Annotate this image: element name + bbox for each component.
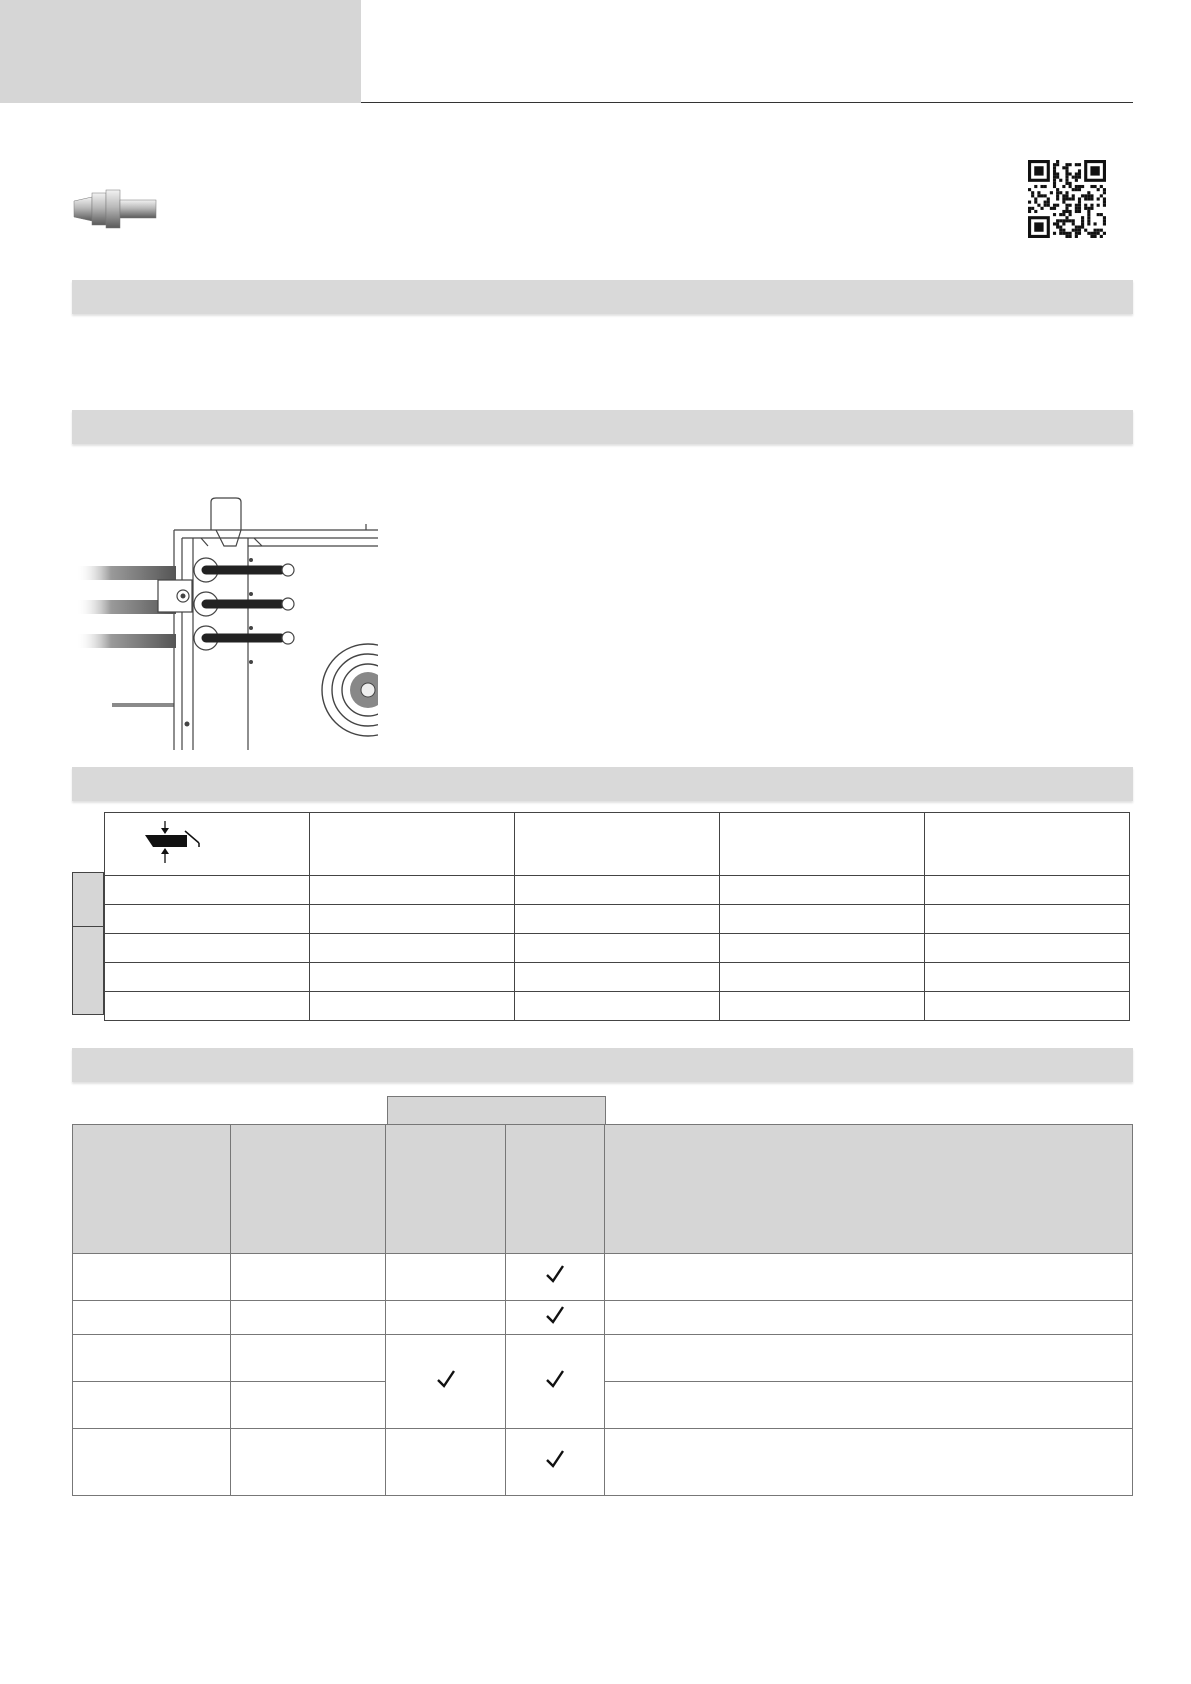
table-cell xyxy=(231,1301,386,1335)
table-cell xyxy=(231,1254,386,1301)
table-cell xyxy=(515,876,720,905)
header-rule xyxy=(361,102,1133,103)
table-cell xyxy=(73,1301,231,1335)
table-cell xyxy=(231,1335,386,1382)
table-cell xyxy=(386,1254,506,1301)
checkmark-icon xyxy=(506,1254,605,1301)
checkmark-icon xyxy=(506,1301,605,1335)
table-cell xyxy=(515,905,720,934)
table-cell xyxy=(515,963,720,992)
table-cell xyxy=(105,876,310,905)
header-cell xyxy=(515,813,720,876)
checkmark-icon xyxy=(506,1429,605,1496)
table-cell xyxy=(73,1335,231,1382)
table-cell xyxy=(720,992,925,1021)
table-cell xyxy=(605,1254,1133,1301)
header-cell xyxy=(310,813,515,876)
header-cell xyxy=(386,1125,506,1254)
table-cell xyxy=(231,1429,386,1496)
table-cell xyxy=(720,934,925,963)
header-cell xyxy=(720,813,925,876)
table-cell xyxy=(720,963,925,992)
table-cell xyxy=(605,1301,1133,1335)
tip-nozzle-icon xyxy=(70,188,160,230)
section-band-1 xyxy=(72,280,1133,314)
table-cell xyxy=(310,905,515,934)
table-cell xyxy=(605,1335,1133,1382)
header-cell xyxy=(73,1125,231,1254)
header-cell xyxy=(605,1125,1133,1254)
table-cell xyxy=(605,1429,1133,1496)
compatibility-table xyxy=(72,1124,1133,1496)
table-cell xyxy=(720,876,925,905)
table-cell xyxy=(925,963,1130,992)
table-cell xyxy=(105,905,310,934)
table-cell xyxy=(925,905,1130,934)
qr-code-icon xyxy=(1028,160,1106,238)
table-cell xyxy=(231,1382,386,1429)
table-cell xyxy=(310,876,515,905)
table-cell xyxy=(605,1382,1133,1429)
header-cell xyxy=(231,1125,386,1254)
section-band-4 xyxy=(72,1048,1133,1082)
table-cell xyxy=(925,934,1130,963)
table-cell xyxy=(515,992,720,1021)
table2-super-header xyxy=(387,1096,606,1124)
group-cell-1 xyxy=(72,872,104,927)
table-cell xyxy=(105,963,310,992)
table-cell xyxy=(105,934,310,963)
group-cell-2 xyxy=(72,926,104,1015)
table-cell xyxy=(925,992,1130,1021)
table-cell xyxy=(386,1301,506,1335)
table-cell xyxy=(310,934,515,963)
table-cell xyxy=(73,1382,231,1429)
table-cell xyxy=(310,992,515,1021)
table-cell xyxy=(73,1429,231,1496)
header-tab xyxy=(0,0,361,103)
checkmark-icon xyxy=(506,1335,605,1429)
header-cell xyxy=(925,813,1130,876)
table-cell xyxy=(105,992,310,1021)
section-band-3 xyxy=(72,767,1133,801)
table-cell xyxy=(515,934,720,963)
table-cell xyxy=(925,876,1130,905)
machine-connections-illustration xyxy=(76,494,378,750)
table-cell xyxy=(73,1254,231,1301)
table-cell xyxy=(310,963,515,992)
checkmark-icon xyxy=(386,1335,506,1429)
table-cell xyxy=(720,905,925,934)
table-cell xyxy=(386,1429,506,1496)
thickness-table xyxy=(72,812,1130,1015)
header-cell xyxy=(506,1125,605,1254)
header-cell-thickness xyxy=(105,813,310,876)
section-band-2 xyxy=(72,410,1133,444)
material-thickness-icon xyxy=(105,813,305,872)
